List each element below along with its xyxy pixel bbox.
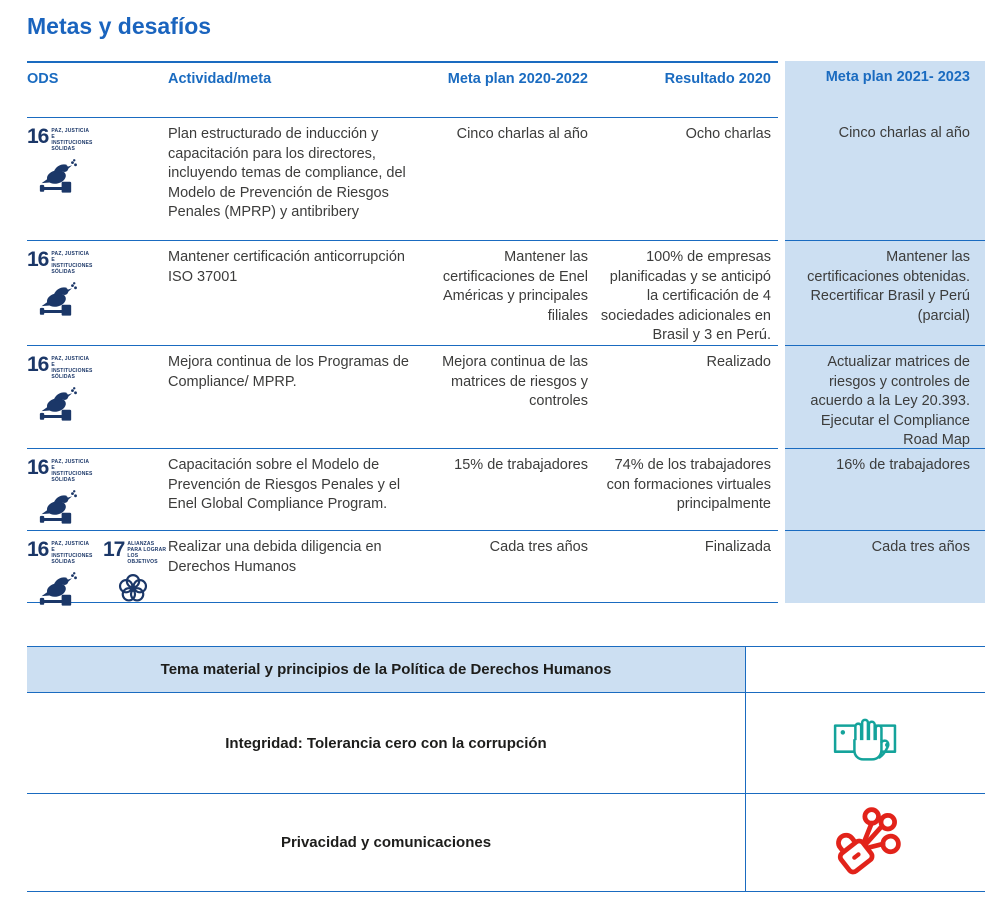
resultado-cell: Realizado (590, 345, 778, 448)
sdg-16-label: PAZ, JUSTICIA E INSTITUCIONES SÓLIDAS (51, 459, 93, 483)
meta-2020-cell: Mantener las certificaciones de Enel Américas y principales filiales (425, 240, 590, 345)
meta-2021-cell: Cada tres años (785, 530, 985, 603)
ods-cell (27, 530, 168, 603)
sdg-16-number: 16 (27, 125, 49, 148)
sdg-16-label: PAZ, JUSTICIA E INSTITUCIONES SÓLIDAS (51, 541, 93, 565)
ods-cell (27, 117, 168, 240)
meta-2021-cell: 16% de trabajadores (785, 448, 985, 530)
hand-banknote-icon (745, 692, 985, 793)
ods-cell (27, 240, 168, 345)
column-gap (778, 448, 785, 530)
dove-gavel-icon (39, 385, 93, 432)
column-gap (778, 117, 785, 240)
material-table-header: Tema material y principios de la Política de Derechos Humanos (27, 647, 745, 692)
dove-gavel-icon (39, 157, 93, 204)
column-gap (778, 530, 785, 603)
sdg-16-label: PAZ, JUSTICIA E INSTITUCIONES SÓLIDAS (51, 128, 93, 152)
page-title: Metas y desafíos (27, 13, 212, 39)
material-row-label: Privacidad y comunicaciones (27, 793, 745, 891)
sdg-16-number: 16 (27, 538, 49, 561)
actividad-cell: Mantener certificación anticorrupción ISO 37001 (168, 240, 425, 345)
actividad-cell: Realizar una debida diligencia en Derechos Humanos (168, 530, 425, 603)
material-row-label: Integridad: Tolerancia cero con la corrupción (27, 692, 745, 793)
sdg-16-number: 16 (27, 248, 49, 271)
meta-2020-cell: Cinco charlas al año (425, 117, 590, 240)
sdg-17-label: ALIANZAS PARA LOGRAR LOS OBJETIVOS (127, 541, 167, 565)
dove-gavel-icon (39, 570, 93, 617)
actividad-cell: Capacitación sobre el Modelo de Prevención de Riesgos Penales y el Enel Global Compliance Program. (168, 448, 425, 530)
sdg-17-number: 17 (103, 538, 125, 561)
meta-2021-cell: Actualizar matrices de riesgos y controles de acuerdo a la Ley 20.393. Ejecutar el Compliance Road Map (785, 345, 985, 448)
col-header-meta-2021: Meta plan 2021- 2023 (785, 61, 985, 117)
column-gap (778, 61, 785, 117)
col-header-meta-2020: Meta plan 2020-2022 (425, 61, 590, 117)
meta-2020-cell: Mejora continua de las matrices de riesgos y controles (425, 345, 590, 448)
sdg-17-badge (103, 540, 169, 613)
actividad-cell: Plan estructurado de inducción y capacitación para los directores, incluyendo temas de compliance, del Modelo de Prevención de Riesgos Penales (MPRP) y antibribery (168, 117, 425, 240)
sdg-16-badge (27, 540, 93, 617)
meta-2020-cell: 15% de trabajadores (425, 448, 590, 530)
actividad-cell: Mejora continua de los Programas de Compliance/ MPRP. (168, 345, 425, 448)
resultado-cell: 74% de los trabajadores con formaciones virtuales principalmente (590, 448, 778, 530)
sdg-16-badge (27, 250, 93, 327)
sdg-16-label: PAZ, JUSTICIA E INSTITUCIONES SÓLIDAS (51, 356, 93, 380)
dove-gavel-icon (39, 280, 93, 327)
material-topics-table (27, 646, 985, 892)
sdg-16-label: PAZ, JUSTICIA E INSTITUCIONES SÓLIDAS (51, 251, 93, 275)
meta-2021-cell: Cinco charlas al año (785, 117, 985, 240)
sdg-16-badge (27, 458, 93, 535)
interlocked-rings-icon (115, 570, 169, 613)
resultado-cell: Finalizada (590, 530, 778, 603)
col-header-actividad: Actividad/meta (168, 61, 425, 117)
col-header-resultado: Resultado 2020 (590, 61, 778, 117)
resultado-cell: Ocho charlas (590, 117, 778, 240)
sdg-16-badge (27, 355, 93, 432)
column-gap (778, 345, 785, 448)
lock-network-icon (745, 793, 985, 891)
sdg-16-badge (27, 127, 93, 204)
column-gap (778, 240, 785, 345)
dove-gavel-icon (39, 488, 93, 535)
material-table-header-icon-cell (745, 647, 985, 692)
resultado-cell: 100% de empresas planificadas y se anticipó la certificación de 4 sociedades adicionales en Brasil y 3 en Perú. (590, 240, 778, 345)
ods-cell (27, 448, 168, 530)
meta-2021-cell: Mantener las certificaciones obtenidas. Recertificar Brasil y Perú (parcial) (785, 240, 985, 345)
goals-table (27, 61, 985, 603)
col-header-ods: ODS (27, 61, 168, 117)
sdg-16-number: 16 (27, 353, 49, 376)
meta-2020-cell: Cada tres años (425, 530, 590, 603)
ods-cell (27, 345, 168, 448)
sdg-16-number: 16 (27, 456, 49, 479)
